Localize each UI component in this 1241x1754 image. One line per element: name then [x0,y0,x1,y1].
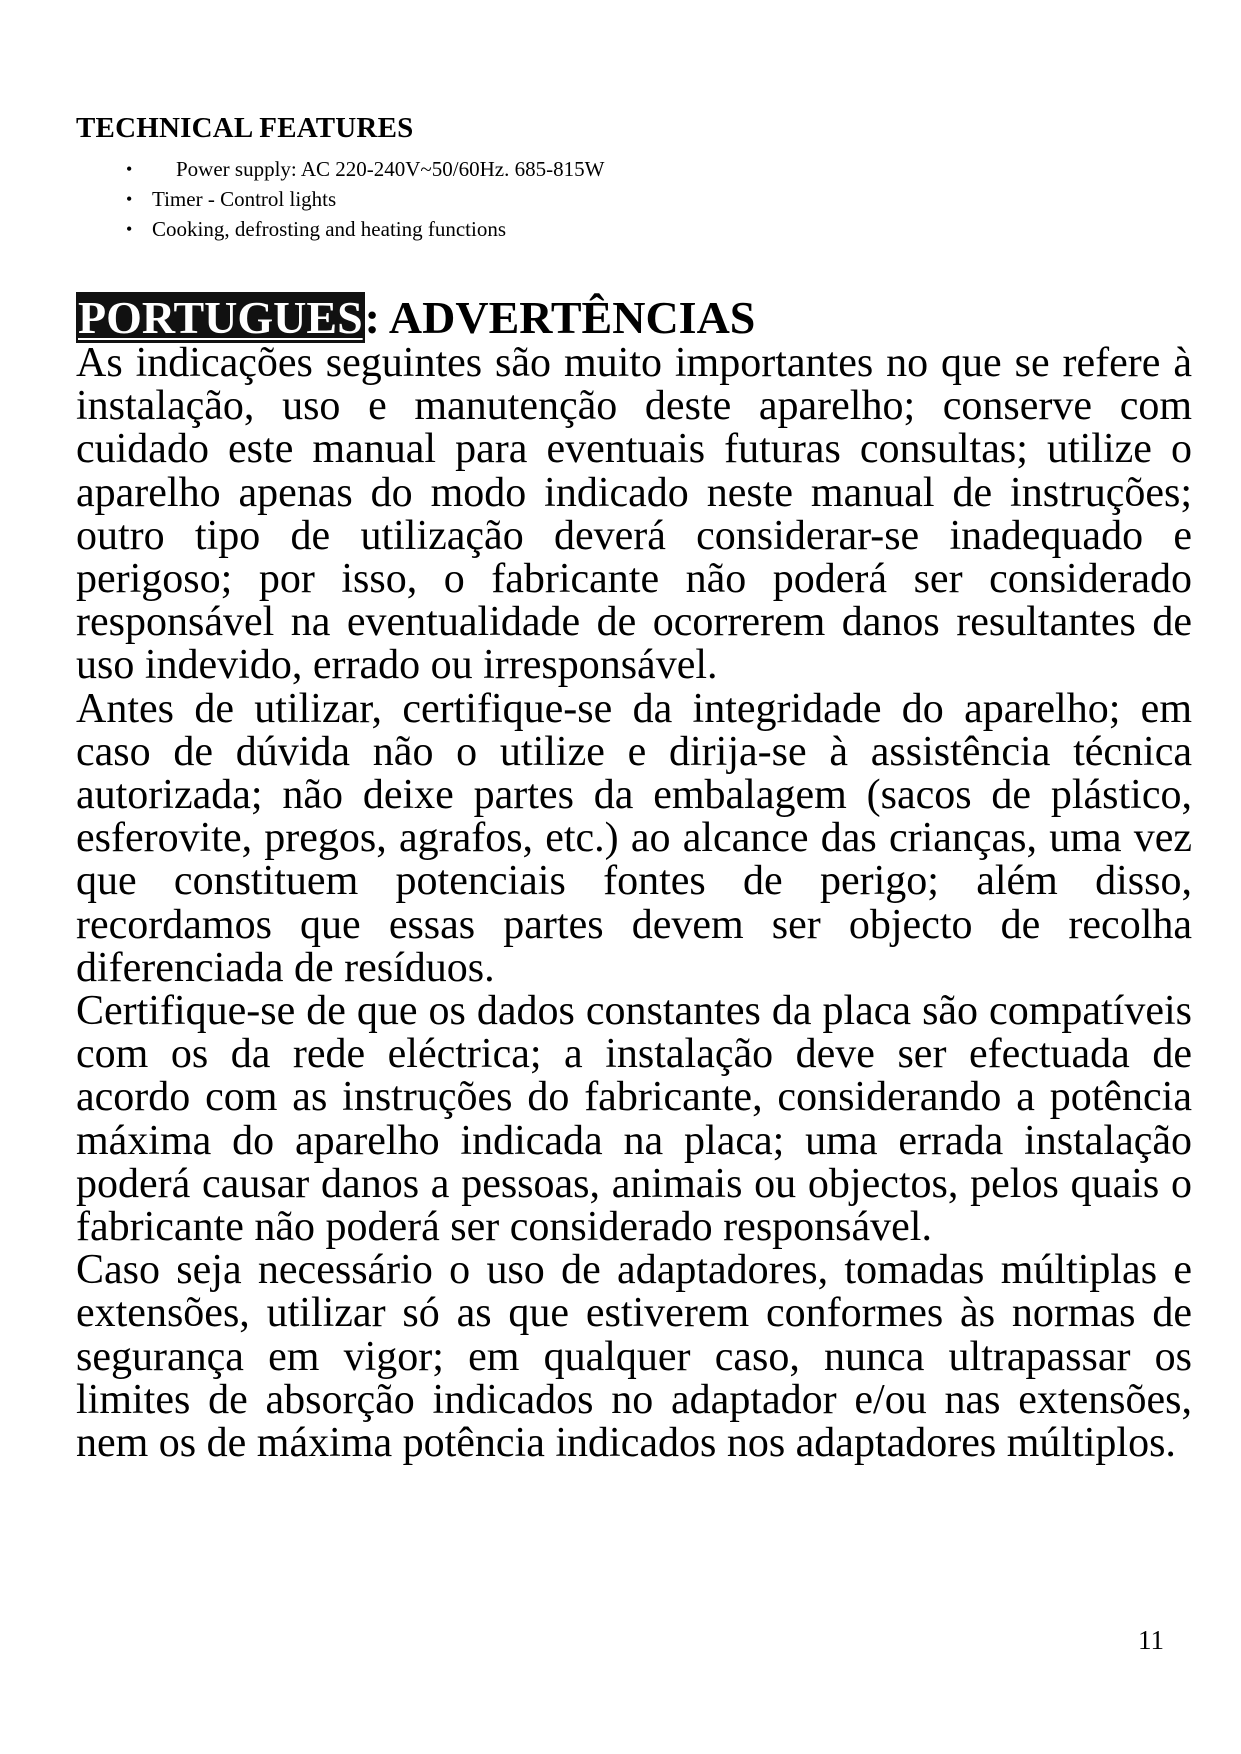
warning-paragraph: As indicações seguintes são muito importantes no que se refere à instalação, uso e manutenção deste aparelho; conserve com cuidado este manual para eventuais futuras consultas; utilize o aparelho apenas do modo indicado neste manual de instruções; outro tipo de utilização deverá considerar-se inadequado e perigoso; por isso, o fabricante não poderá ser considerado responsável na eventualidade de ocorrerem danos resultantes de uso indevido, errado ou irresponsável. [76,340,1192,689]
bullet-icon: • [126,159,133,179]
technical-features-heading: TECHNICAL FEATURES [76,112,414,144]
page-number: 11 [1138,1625,1164,1655]
feature-functions: Cooking, defrosting and heating functions [152,217,507,241]
warning-paragraph: Caso seja necessário o uso de adaptadores, tomadas múltiplas e extensões, utilizar só as que estiverem conformes às normas de segurança em vigor; em qualquer caso, nunca ultrapassar os limites de absorção indicados no adaptador e/ou nas extensões, nem os de máxima potência indicados nos adaptadores múltiplos. [76,1247,1192,1467]
warnings-body [76,342,1192,1465]
feature-power-supply: Power supply: AC 220-240V~50/60Hz. 685-815W [176,157,605,181]
portugues-heading [76,292,755,344]
warning-paragraph: Antes de utilizar, certifique-se da integridade do aparelho; em caso de dúvida não o utilize e dirija-se à assistência técnica autorizada; não deixe partes da embalagem (sacos de plástico, esferovite, pregos, agrafos, etc.) ao alcance das crianças, uma vez que constituem potenciais fontes de perigo; além disso, recordamos que essas partes devem ser objecto de recolha diferenciada de resíduos. [76,685,1192,991]
feature-timer: Timer - Control lights [152,187,337,211]
bullet-icon: • [126,189,133,209]
warning-paragraph: Certifique-se de que os dados constantes da placa são compatíveis com os da rede eléctrica; a instalação deve ser efectuada de acordo com as instruções do fabricante, considerando a potência máxima do aparelho indicada na placa; uma errada instalação poderá causar danos a pessoas, animais ou objectos, pelos quais o fabricante não poderá ser considerado responsável. [76,988,1192,1251]
language-label: PORTUGUES [78,292,363,343]
warnings-title: : ADVERTÊNCIAS [364,292,756,343]
bullet-icon: • [126,219,133,239]
